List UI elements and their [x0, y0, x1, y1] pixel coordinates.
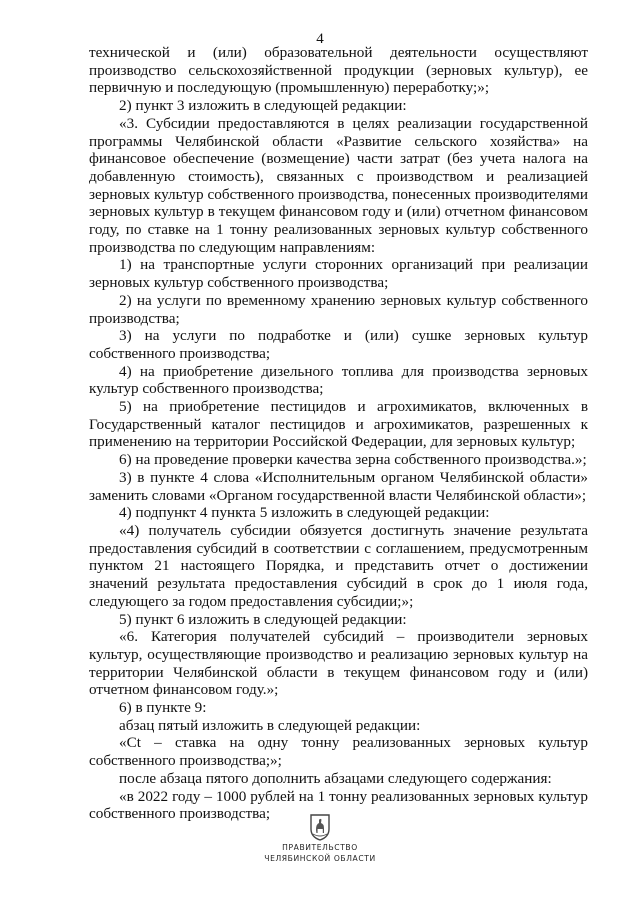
paragraph: 1) на транспортные услуги сторонних организаций при реализации зерновых культур собственного производства; [89, 256, 588, 292]
footer-line-1: ПРАВИТЕЛЬСТВО [282, 843, 358, 852]
paragraph: «6. Категория получателей субсидий – производители зерновых культур, осуществляющие производство и реализацию зерновых культур на территории Челябинской области в текущем финансовом году и (или) отчетном финансовом году.»; [89, 628, 588, 699]
paragraph: после абзаца пятого дополнить абзацами следующего содержания: [119, 769, 552, 787]
paragraph: 4) подпункт 4 пункта 5 изложить в следующей редакции: [119, 504, 490, 522]
paragraph: 5) на приобретение пестицидов и агрохимикатов, включенных в Государственный каталог пестицидов и агрохимикатов, разрешенных к применению на территории Российской Федерации, для зерновых культур; [89, 398, 588, 451]
paragraph: 3) в пункте 4 слова «Исполнительным органом Челябинской области» заменить словами «Органом государственной власти Челябинской области»; [89, 468, 588, 504]
footer-logo [0, 812, 640, 864]
paragraph: 6) в пункте 9: [119, 699, 207, 717]
page-number: 4 [316, 31, 324, 47]
paragraph: абзац пятый изложить в следующей редакции: [119, 716, 421, 734]
paragraph: 2) на услуги по временному хранению зерновых культур собственного производства; [89, 291, 588, 327]
paragraph: 2) пункт 3 изложить в следующей редакции: [119, 97, 407, 115]
paragraph: «в 2022 году – 1000 рублей на 1 тонну реализованных зерновых культур собственного производства; [89, 787, 588, 823]
paragraph: технической и (или) образовательной деятельности осуществляют производство сельскохозяйственной продукции (зерновых культур), ее первичную и последующую (промышленную) переработку;»; [89, 44, 588, 97]
paragraph: 5) пункт 6 изложить в следующей редакции: [119, 610, 407, 628]
paragraph: 3) на услуги по подработке и (или) сушке зерновых культур собственного производства; [89, 327, 588, 362]
paragraph: «Ct – ставка на одну тонну реализованных зерновых культур собственного производства;»; [89, 734, 588, 770]
document-body [89, 44, 588, 823]
chelyabinsk-coat-of-arms-icon [307, 812, 333, 842]
paragraph: «3. Субсидии предоставляются в целях реализации государственной программы Челябинской области «Развитие сельского хозяйства» на финансовое обеспечение (возмещение) части затрат (без учета налога на добавленную стоимость), связанных с производством и реализацией зерновых культур собственного производства, понесенных производителями зерновых культур в текущем финансовом году и (или) отчетном финансовом году, по ставке на 1 тонну реализованных зерновых культур собственного производства по следующим направлениям: [89, 114, 588, 256]
paragraph: 4) на приобретение дизельного топлива для производства зерновых культур собственного производства; [89, 362, 588, 398]
paragraph: «4) получатель субсидии обязуется достигнуть значение результата предоставления субсидий в соответствии с соглашением, предусмотренным пунктом 21 настоящего Порядка, и представить отчет о достижении значений результата предоставления субсидий в срок до 1 июля года, следующего за годом предоставления субсидии;»; [89, 521, 588, 610]
paragraph: 6) на проведение проверки качества зерна собственного производства.»; [119, 451, 587, 469]
footer-line-2: ЧЕЛЯБИНСКОЙ ОБЛАСТИ [264, 854, 376, 863]
